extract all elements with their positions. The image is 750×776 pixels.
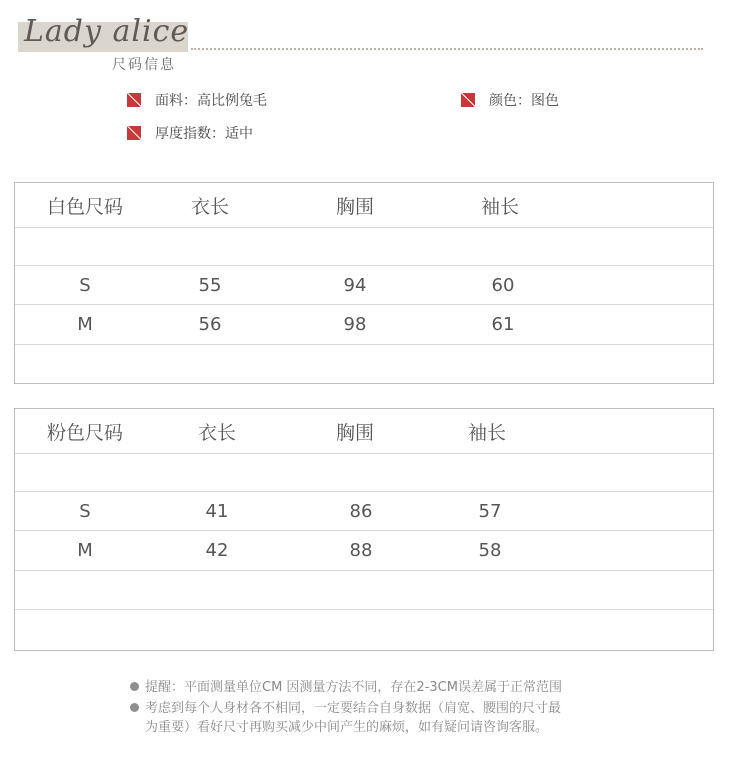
note-advice	[130, 699, 610, 737]
length-cell: 42	[205, 540, 229, 561]
dotted-divider	[191, 48, 703, 50]
header-length: 衣长	[197, 421, 236, 444]
sleeve-cell: 60	[491, 274, 515, 296]
empty-row	[15, 344, 713, 383]
note-measurement	[130, 678, 610, 697]
header-chest: 胸围	[335, 195, 374, 218]
attribute-label: 颜色：	[489, 93, 531, 109]
red-square-icon	[127, 126, 141, 140]
pink-size-table	[14, 408, 714, 651]
sleeve-cell: 61	[491, 314, 515, 335]
chest-cell: 88	[349, 540, 373, 561]
table-row	[15, 530, 713, 570]
header-size: 粉色尺码	[46, 421, 123, 444]
fabric-attribute	[127, 90, 267, 110]
white-size-table	[14, 182, 714, 384]
chest-cell: 86	[349, 500, 373, 522]
size-cell: M	[77, 314, 93, 335]
header-sleeve: 袖长	[467, 421, 506, 444]
header-size: 白色尺码	[46, 195, 123, 218]
empty-row	[15, 227, 713, 265]
chest-cell: 98	[343, 314, 367, 335]
attribute-label: 面料：	[155, 93, 197, 109]
thickness-attribute	[127, 123, 253, 143]
empty-row	[15, 570, 713, 609]
length-cell: 41	[205, 500, 229, 522]
length-cell: 56	[198, 314, 222, 335]
table-row	[15, 265, 713, 304]
bullet-icon	[130, 703, 139, 712]
header-sleeve: 袖长	[480, 195, 519, 218]
note-text-continued: 为重要）看好尺寸再购买减少中间产生的麻烦，如有疑问请咨询客服。	[145, 720, 549, 735]
length-cell: 55	[198, 274, 222, 296]
bullet-icon	[130, 682, 139, 691]
sleeve-cell: 58	[478, 540, 502, 561]
table-header-row	[15, 183, 713, 227]
size-cell: M	[77, 540, 93, 561]
empty-row	[15, 453, 713, 491]
size-cell: S	[79, 500, 91, 522]
attribute-value: 适中	[225, 126, 253, 142]
color-attribute	[461, 90, 559, 110]
note-text: 考虑到每个人身材各不相同，一定要结合自身数据（肩宽、腰围的尺寸最	[145, 701, 562, 716]
attribute-label: 厚度指数：	[155, 126, 225, 142]
table-row	[15, 304, 713, 344]
section-subtitle: 尺码信息	[112, 57, 176, 73]
sleeve-cell: 57	[478, 500, 502, 522]
red-square-icon	[461, 93, 475, 107]
brand-logo: Lady alice	[24, 14, 190, 49]
header-chest: 胸围	[335, 421, 374, 444]
empty-row	[15, 609, 713, 650]
attribute-value: 高比例兔毛	[197, 93, 267, 109]
header-length: 衣长	[190, 195, 229, 218]
size-cell: S	[79, 274, 91, 296]
attribute-value: 图色	[531, 93, 559, 109]
table-header-row	[15, 409, 713, 453]
red-square-icon	[127, 93, 141, 107]
note-text: 提醒：平面测量单位CM 因测量方法不同，存在2-3CM误差属于正常范围	[145, 680, 562, 695]
chest-cell: 94	[343, 274, 367, 296]
table-row	[15, 491, 713, 530]
